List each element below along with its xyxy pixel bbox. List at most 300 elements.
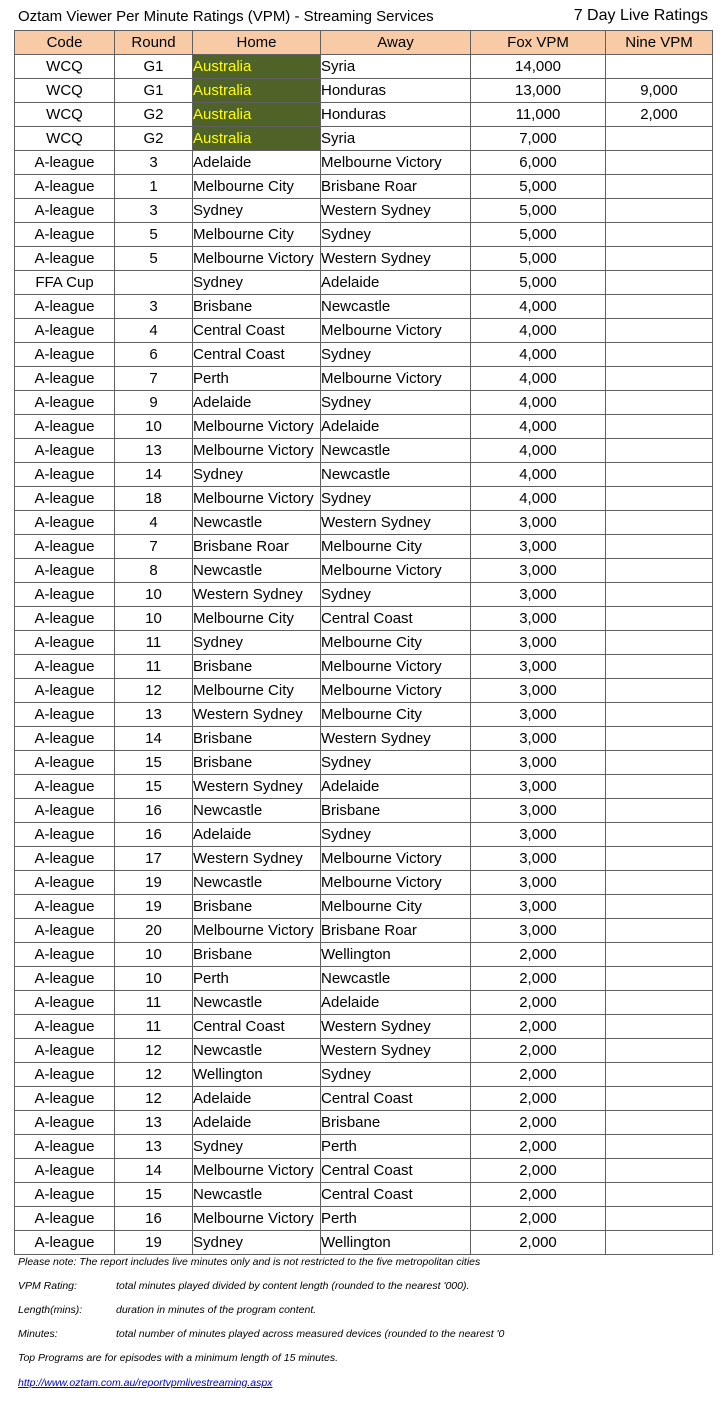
cell-round: 12 [115, 1063, 193, 1087]
cell-code: A-league [15, 1135, 115, 1159]
cell-code: A-league [15, 775, 115, 799]
cell-round: 14 [115, 1159, 193, 1183]
column-header-code: Code [15, 31, 115, 55]
cell-fox-vpm: 3,000 [471, 583, 606, 607]
table-row [15, 55, 713, 79]
cell-fox-vpm: 3,000 [471, 631, 606, 655]
cell-home: Australia [193, 127, 321, 151]
cell-nine-vpm [606, 127, 713, 151]
table-row [15, 391, 713, 415]
cell-away: Adelaide [321, 991, 471, 1015]
cell-fox-vpm: 3,000 [471, 655, 606, 679]
cell-home: Western Sydney [193, 775, 321, 799]
cell-round: 13 [115, 703, 193, 727]
cell-nine-vpm [606, 391, 713, 415]
table-row [15, 655, 713, 679]
cell-code: A-league [15, 487, 115, 511]
cell-home: Perth [193, 967, 321, 991]
table-row [15, 607, 713, 631]
cell-away: Sydney [321, 487, 471, 511]
table-row [15, 943, 713, 967]
cell-round: 12 [115, 679, 193, 703]
cell-code: A-league [15, 919, 115, 943]
cell-round: 17 [115, 847, 193, 871]
cell-away: Adelaide [321, 415, 471, 439]
cell-round: 10 [115, 415, 193, 439]
cell-round: 15 [115, 751, 193, 775]
table-row [15, 199, 713, 223]
cell-round: 19 [115, 895, 193, 919]
cell-nine-vpm [606, 943, 713, 967]
cell-nine-vpm [606, 823, 713, 847]
cell-fox-vpm: 3,000 [471, 511, 606, 535]
cell-fox-vpm: 3,000 [471, 727, 606, 751]
cell-away: Brisbane Roar [321, 175, 471, 199]
cell-code: WCQ [15, 103, 115, 127]
cell-fox-vpm: 5,000 [471, 271, 606, 295]
cell-fox-vpm: 3,000 [471, 871, 606, 895]
cell-home: Melbourne Victory [193, 1207, 321, 1231]
cell-code: A-league [15, 1039, 115, 1063]
cell-round: 5 [115, 247, 193, 271]
cell-away: Newcastle [321, 439, 471, 463]
cell-away: Western Sydney [321, 247, 471, 271]
note-label: VPM Rating: [18, 1280, 77, 1292]
cell-round: G1 [115, 55, 193, 79]
cell-round: 15 [115, 775, 193, 799]
note-text: duration in minutes of the program content. [116, 1304, 317, 1316]
cell-nine-vpm [606, 1231, 713, 1255]
cell-round: 3 [115, 151, 193, 175]
cell-away: Brisbane [321, 799, 471, 823]
cell-round: 13 [115, 439, 193, 463]
cell-away: Brisbane [321, 1111, 471, 1135]
cell-fox-vpm: 13,000 [471, 79, 606, 103]
note-text: total minutes played divided by content length (rounded to the nearest '000). [116, 1280, 470, 1292]
cell-code: A-league [15, 847, 115, 871]
cell-code: A-league [15, 559, 115, 583]
cell-home: Brisbane [193, 295, 321, 319]
cell-round: 11 [115, 1015, 193, 1039]
cell-home: Central Coast [193, 343, 321, 367]
table-row [15, 919, 713, 943]
cell-fox-vpm: 7,000 [471, 127, 606, 151]
cell-fox-vpm: 2,000 [471, 1183, 606, 1207]
cell-fox-vpm: 2,000 [471, 1207, 606, 1231]
cell-fox-vpm: 3,000 [471, 823, 606, 847]
cell-nine-vpm [606, 295, 713, 319]
cell-fox-vpm: 4,000 [471, 391, 606, 415]
cell-home: Melbourne Victory [193, 919, 321, 943]
cell-round: 19 [115, 871, 193, 895]
cell-nine-vpm [606, 247, 713, 271]
cell-away: Central Coast [321, 1087, 471, 1111]
cell-away: Sydney [321, 223, 471, 247]
cell-fox-vpm: 3,000 [471, 535, 606, 559]
table-row [15, 127, 713, 151]
cell-round: 16 [115, 799, 193, 823]
cell-home: Central Coast [193, 319, 321, 343]
cell-nine-vpm [606, 559, 713, 583]
cell-code: WCQ [15, 127, 115, 151]
cell-away: Western Sydney [321, 727, 471, 751]
cell-home: Newcastle [193, 871, 321, 895]
cell-home: Sydney [193, 1231, 321, 1255]
cell-round: 9 [115, 391, 193, 415]
cell-round: 4 [115, 511, 193, 535]
cell-nine-vpm [606, 703, 713, 727]
cell-fox-vpm: 3,000 [471, 895, 606, 919]
cell-nine-vpm [606, 1087, 713, 1111]
cell-nine-vpm [606, 583, 713, 607]
cell-fox-vpm: 5,000 [471, 223, 606, 247]
cell-nine-vpm [606, 439, 713, 463]
cell-fox-vpm: 4,000 [471, 367, 606, 391]
cell-round: 5 [115, 223, 193, 247]
cell-fox-vpm: 3,000 [471, 775, 606, 799]
table-row [15, 631, 713, 655]
cell-nine-vpm [606, 1159, 713, 1183]
table-row [15, 1015, 713, 1039]
cell-home: Sydney [193, 1135, 321, 1159]
cell-nine-vpm [606, 271, 713, 295]
cell-code: A-league [15, 319, 115, 343]
cell-round: 14 [115, 463, 193, 487]
cell-away: Perth [321, 1207, 471, 1231]
cell-away: Melbourne City [321, 535, 471, 559]
cell-round: 1 [115, 175, 193, 199]
cell-fox-vpm: 4,000 [471, 487, 606, 511]
table-row [15, 559, 713, 583]
table-row [15, 103, 713, 127]
cell-nine-vpm [606, 991, 713, 1015]
cell-nine-vpm [606, 367, 713, 391]
cell-nine-vpm [606, 1015, 713, 1039]
cell-nine-vpm [606, 487, 713, 511]
table-row [15, 1087, 713, 1111]
table-row [15, 823, 713, 847]
cell-fox-vpm: 3,000 [471, 607, 606, 631]
cell-code: A-league [15, 991, 115, 1015]
table-row [15, 1063, 713, 1087]
cell-nine-vpm [606, 151, 713, 175]
cell-nine-vpm [606, 727, 713, 751]
table-row [15, 727, 713, 751]
cell-code: A-league [15, 1183, 115, 1207]
table-row [15, 535, 713, 559]
cell-code: A-league [15, 175, 115, 199]
cell-code: WCQ [15, 79, 115, 103]
cell-code: A-league [15, 151, 115, 175]
table-row [15, 583, 713, 607]
table-header-row [15, 31, 713, 55]
cell-fox-vpm: 2,000 [471, 1135, 606, 1159]
table-row [15, 703, 713, 727]
table-row [15, 751, 713, 775]
note-vpm-rating [18, 1280, 469, 1292]
cell-away: Syria [321, 127, 471, 151]
cell-round: 11 [115, 631, 193, 655]
table-row [15, 79, 713, 103]
table-body [15, 55, 713, 1255]
cell-away: Melbourne Victory [321, 367, 471, 391]
cell-home: Adelaide [193, 391, 321, 415]
cell-code: A-league [15, 895, 115, 919]
cell-code: A-league [15, 199, 115, 223]
cell-away: Melbourne City [321, 895, 471, 919]
cell-home: Brisbane [193, 727, 321, 751]
cell-fox-vpm: 2,000 [471, 1015, 606, 1039]
table-row [15, 367, 713, 391]
cell-away: Wellington [321, 1231, 471, 1255]
cell-code: A-league [15, 1087, 115, 1111]
cell-nine-vpm [606, 607, 713, 631]
cell-nine-vpm [606, 319, 713, 343]
cell-nine-vpm [606, 1135, 713, 1159]
cell-home: Western Sydney [193, 847, 321, 871]
cell-round: 18 [115, 487, 193, 511]
table-row [15, 439, 713, 463]
cell-home: Melbourne Victory [193, 415, 321, 439]
cell-home: Brisbane [193, 655, 321, 679]
cell-home: Newcastle [193, 511, 321, 535]
cell-fox-vpm: 3,000 [471, 847, 606, 871]
cell-away: Honduras [321, 103, 471, 127]
cell-away: Western Sydney [321, 1015, 471, 1039]
cell-away: Syria [321, 55, 471, 79]
table-row [15, 1039, 713, 1063]
column-header-home: Home [193, 31, 321, 55]
cell-code: A-league [15, 655, 115, 679]
cell-home: Wellington [193, 1063, 321, 1087]
cell-code: A-league [15, 751, 115, 775]
cell-fox-vpm: 3,000 [471, 919, 606, 943]
cell-away: Sydney [321, 823, 471, 847]
cell-away: Melbourne Victory [321, 559, 471, 583]
cell-code: A-league [15, 1231, 115, 1255]
cell-nine-vpm [606, 967, 713, 991]
cell-away: Central Coast [321, 1159, 471, 1183]
cell-home: Melbourne Victory [193, 487, 321, 511]
cell-home: Western Sydney [193, 583, 321, 607]
table-row [15, 991, 713, 1015]
cell-away: Sydney [321, 1063, 471, 1087]
column-header-away: Away [321, 31, 471, 55]
cell-home: Adelaide [193, 151, 321, 175]
cell-away: Melbourne Victory [321, 151, 471, 175]
report-subtitle: 7 Day Live Ratings [573, 7, 708, 24]
cell-nine-vpm [606, 919, 713, 943]
cell-fox-vpm: 4,000 [471, 439, 606, 463]
table-row [15, 511, 713, 535]
cell-nine-vpm [606, 511, 713, 535]
oztam-report-link[interactable]: http://www.oztam.com.au/reportvpmlivestreaming.aspx [18, 1377, 273, 1389]
cell-nine-vpm [606, 799, 713, 823]
cell-nine-vpm [606, 1063, 713, 1087]
cell-away: Central Coast [321, 607, 471, 631]
cell-nine-vpm: 2,000 [606, 103, 713, 127]
cell-away: Western Sydney [321, 511, 471, 535]
cell-home: Brisbane Roar [193, 535, 321, 559]
cell-away: Honduras [321, 79, 471, 103]
cell-round: 19 [115, 1231, 193, 1255]
cell-code: A-league [15, 1159, 115, 1183]
cell-home: Adelaide [193, 1111, 321, 1135]
cell-round: 16 [115, 1207, 193, 1231]
cell-away: Perth [321, 1135, 471, 1159]
cell-round: G2 [115, 103, 193, 127]
cell-away: Sydney [321, 583, 471, 607]
cell-fox-vpm: 2,000 [471, 967, 606, 991]
cell-nine-vpm [606, 463, 713, 487]
cell-round: 12 [115, 1087, 193, 1111]
cell-code: A-league [15, 943, 115, 967]
cell-home: Sydney [193, 199, 321, 223]
cell-away: Melbourne Victory [321, 679, 471, 703]
cell-code: A-league [15, 631, 115, 655]
cell-nine-vpm [606, 55, 713, 79]
cell-round: 10 [115, 943, 193, 967]
table-row [15, 271, 713, 295]
cell-fox-vpm: 3,000 [471, 751, 606, 775]
cell-fox-vpm: 6,000 [471, 151, 606, 175]
cell-fox-vpm: 3,000 [471, 703, 606, 727]
cell-code: A-league [15, 607, 115, 631]
cell-round [115, 271, 193, 295]
cell-away: Melbourne City [321, 631, 471, 655]
cell-away: Newcastle [321, 295, 471, 319]
cell-round: 6 [115, 343, 193, 367]
cell-home: Perth [193, 367, 321, 391]
note-top-programs: Top Programs are for episodes with a minimum length of 15 minutes. [18, 1352, 339, 1364]
cell-fox-vpm: 2,000 [471, 1087, 606, 1111]
cell-away: Western Sydney [321, 199, 471, 223]
cell-home: Brisbane [193, 943, 321, 967]
report-title: Oztam Viewer Per Minute Ratings (VPM) - Streaming Services [18, 8, 434, 25]
cell-nine-vpm [606, 631, 713, 655]
cell-nine-vpm [606, 535, 713, 559]
cell-fox-vpm: 3,000 [471, 559, 606, 583]
table-row [15, 223, 713, 247]
cell-home: Brisbane [193, 751, 321, 775]
cell-home: Melbourne City [193, 175, 321, 199]
cell-home: Australia [193, 79, 321, 103]
table-row [15, 319, 713, 343]
cell-code: A-league [15, 367, 115, 391]
cell-code: A-league [15, 439, 115, 463]
cell-home: Central Coast [193, 1015, 321, 1039]
cell-home: Melbourne Victory [193, 1159, 321, 1183]
cell-away: Melbourne City [321, 703, 471, 727]
cell-home: Australia [193, 103, 321, 127]
cell-fox-vpm: 5,000 [471, 199, 606, 223]
cell-nine-vpm [606, 1207, 713, 1231]
cell-round: 7 [115, 535, 193, 559]
cell-away: Central Coast [321, 1183, 471, 1207]
note-minutes [18, 1328, 504, 1340]
cell-nine-vpm [606, 1183, 713, 1207]
note-label: Length(mins): [18, 1304, 83, 1316]
cell-home: Newcastle [193, 1039, 321, 1063]
cell-nine-vpm [606, 1039, 713, 1063]
cell-home: Melbourne City [193, 679, 321, 703]
cell-away: Adelaide [321, 775, 471, 799]
cell-fox-vpm: 4,000 [471, 319, 606, 343]
cell-round: 10 [115, 607, 193, 631]
cell-code: A-league [15, 1207, 115, 1231]
note-length [18, 1304, 316, 1316]
table-row [15, 1159, 713, 1183]
cell-round: 14 [115, 727, 193, 751]
cell-fox-vpm: 2,000 [471, 1039, 606, 1063]
cell-code: A-league [15, 463, 115, 487]
cell-round: 7 [115, 367, 193, 391]
note-label: Minutes: [18, 1328, 58, 1340]
cell-fox-vpm: 2,000 [471, 1231, 606, 1255]
cell-round: 15 [115, 1183, 193, 1207]
cell-fox-vpm: 2,000 [471, 1063, 606, 1087]
table-row [15, 679, 713, 703]
cell-home: Sydney [193, 463, 321, 487]
table-row [15, 295, 713, 319]
cell-nine-vpm [606, 871, 713, 895]
cell-round: 12 [115, 1039, 193, 1063]
table-row [15, 799, 713, 823]
cell-round: 10 [115, 583, 193, 607]
cell-code: A-league [15, 823, 115, 847]
cell-nine-vpm [606, 223, 713, 247]
table-row [15, 895, 713, 919]
cell-away: Newcastle [321, 463, 471, 487]
cell-nine-vpm [606, 895, 713, 919]
cell-home: Newcastle [193, 559, 321, 583]
cell-home: Brisbane [193, 895, 321, 919]
cell-away: Adelaide [321, 271, 471, 295]
cell-home: Adelaide [193, 823, 321, 847]
table-row [15, 967, 713, 991]
cell-code: A-league [15, 1111, 115, 1135]
cell-fox-vpm: 3,000 [471, 679, 606, 703]
note-text: total number of minutes played across measured devices (rounded to the nearest '0 [116, 1328, 505, 1340]
cell-away: Sydney [321, 391, 471, 415]
cell-code: A-league [15, 679, 115, 703]
cell-fox-vpm: 5,000 [471, 175, 606, 199]
cell-nine-vpm [606, 343, 713, 367]
cell-fox-vpm: 14,000 [471, 55, 606, 79]
cell-round: 3 [115, 295, 193, 319]
cell-home: Newcastle [193, 799, 321, 823]
cell-fox-vpm: 2,000 [471, 991, 606, 1015]
cell-code: A-league [15, 295, 115, 319]
cell-round: G2 [115, 127, 193, 151]
table-row [15, 775, 713, 799]
cell-round: 3 [115, 199, 193, 223]
cell-away: Melbourne Victory [321, 847, 471, 871]
cell-home: Melbourne City [193, 607, 321, 631]
cell-nine-vpm [606, 655, 713, 679]
cell-fox-vpm: 4,000 [471, 463, 606, 487]
cell-nine-vpm [606, 415, 713, 439]
cell-away: Melbourne Victory [321, 319, 471, 343]
cell-code: A-league [15, 727, 115, 751]
table-row [15, 463, 713, 487]
cell-fox-vpm: 5,000 [471, 247, 606, 271]
cell-fox-vpm: 4,000 [471, 415, 606, 439]
ratings-table [14, 30, 713, 1255]
cell-code: A-league [15, 535, 115, 559]
cell-round: 20 [115, 919, 193, 943]
cell-home: Adelaide [193, 1087, 321, 1111]
